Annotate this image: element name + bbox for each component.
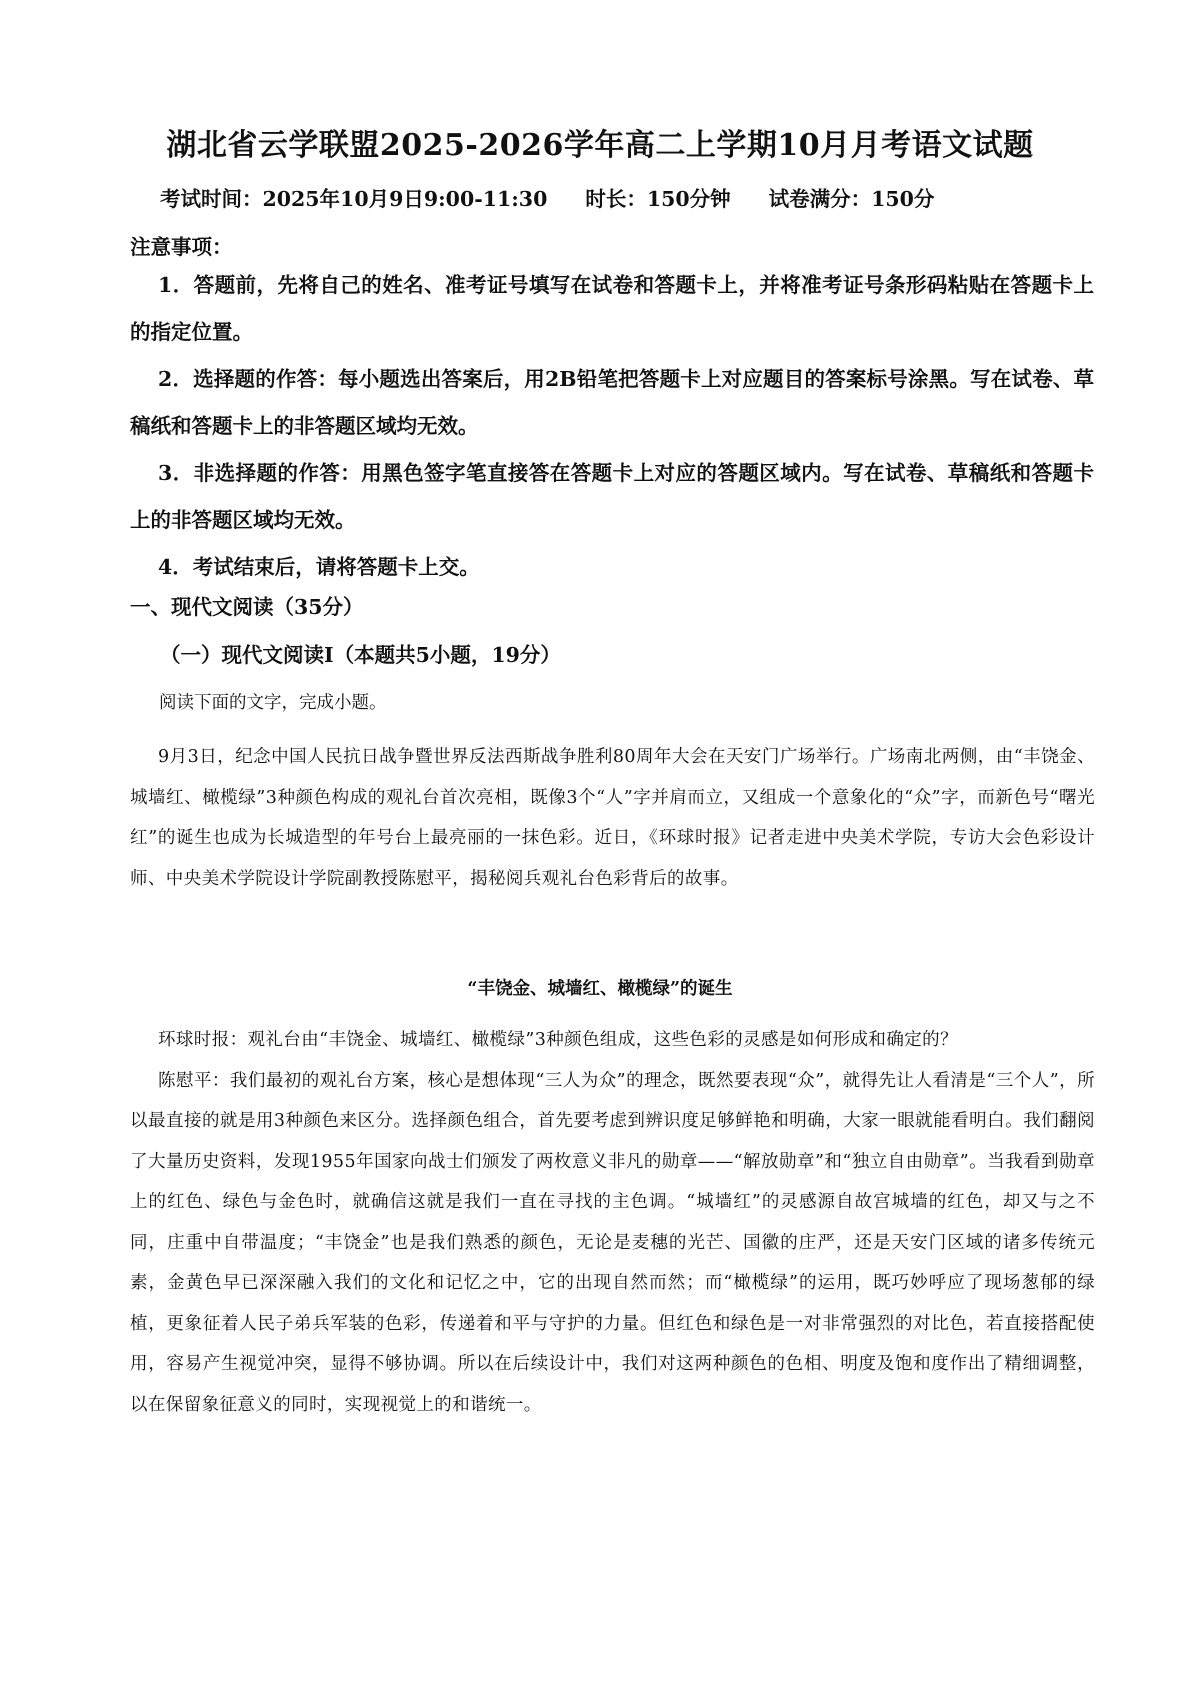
notice-item: 4．考试结束后，请将答题卡上交。 [158, 555, 480, 579]
article-subheading: “丰饶金、城墙红、橄榄绿”的诞生 [467, 979, 733, 999]
question-paragraph: 环球时报：观礼台由“丰饶金、城墙红、橄榄绿”3种颜色组成，这些色彩的灵感是如何形成和确定的？ [158, 1030, 958, 1050]
exam-full-score: 试卷满分：150分 [768, 187, 935, 211]
exam-info [160, 182, 934, 212]
notice-item: 3．非选择题的作答：用黑色签字笔直接答在答题卡上对应的答题区域内。写在试卷、草稿纸和答题卡上的非答题区域均无效。 [130, 461, 1094, 532]
notice-item: 2．选择题的作答：每小题选出答案后，用2B铅笔把答题卡上对应题目的答案标号涂黑。写在试卷、草稿纸和答题卡上的非答题区域均无效。 [130, 367, 1094, 438]
notice-item: 1．答题前，先将自己的姓名、准考证号填写在试卷和答题卡上，并将准考证号条形码粘贴在答题卡上的指定位置。 [130, 273, 1094, 344]
answer-paragraph: 陈慰平：我们最初的观礼台方案，核心是想体现“三人为众”的理念，既然要表现“众”，就得先让人看清是“三个人”，所以最直接的就是用3种颜色来区分。选择颜色组合，首先要考虑到辨识度足够鲜艳和明确，大家一眼就能看明白。我们翻阅了大量历史资料，发现1955年国家向战士们颁发了两枚意义非凡的勋章——“解放勋章”和“独立自由勋章”。当我看到勋章上的红色、绿色与金色时，就确信这就是我们一直在寻找的主色调。“城墙红”的灵感源自故宫城墙的红色，却又与之不同，庄重中自带温度；“丰饶金”也是我们熟悉的颜色，无论是麦穗的光芒、国徽的庄严，还是天安门区域的诸多传统元素，金黄色早已深深融入我们的文化和记忆之中，它的出现自然而然；而“橄榄绿”的运用，既巧妙呼应了现场葱郁的绿植，更象征着人民子弟兵军装的色彩，传递着和平与守护的力量。但红色和绿色是一对非常强烈的对比色，若直接搭配使用，容易产生视觉冲突，显得不够协调。所以在后续设计中，我们对这两种颜色的色相、明度及饱和度作出了精细调整，以在保留象征意义的同时，实现视觉上的和谐统一。 [130, 1070, 1095, 1415]
exam-duration: 时长：150分钟 [585, 187, 731, 211]
reading-instruction: 阅读下面的文字，完成小题。 [159, 693, 387, 713]
page-title: 湖北省云学联盟2025-2026学年高二上学期10月月考语文试题 [166, 128, 1034, 163]
exam-time: 考试时间：2025年10月9日9:00-11:30 [160, 187, 548, 211]
section-sub-heading: （一）现代文阅读I（本题共5小题，19分） [160, 643, 561, 667]
interview-block [130, 1020, 1095, 1425]
intro-paragraph: 9月3日，纪念中国人民抗日战争暨世界反法西斯战争胜利80周年大会在天安门广场举行。广场南北两侧，由“丰饶金、城墙红、橄榄绿”3种颜色构成的观礼台首次亮相，既像3个“人”字并肩而立，又组成一个意象化的“众”字，而新色号“曙光红”的诞生也成为长城造型的年号台上最亮丽的一抹色彩。近日，《环球时报》记者走进中央美术学院，专访大会色彩设计师、中央美术学院设计学院副教授陈慰平，揭秘阅兵观礼台色彩背后的故事。 [130, 747, 1095, 889]
intro-paragraph-block [130, 737, 1095, 899]
section-heading: 一、现代文阅读（35分） [130, 595, 364, 619]
notice-list [130, 262, 1094, 591]
notice-heading: 注意事项： [130, 235, 233, 259]
